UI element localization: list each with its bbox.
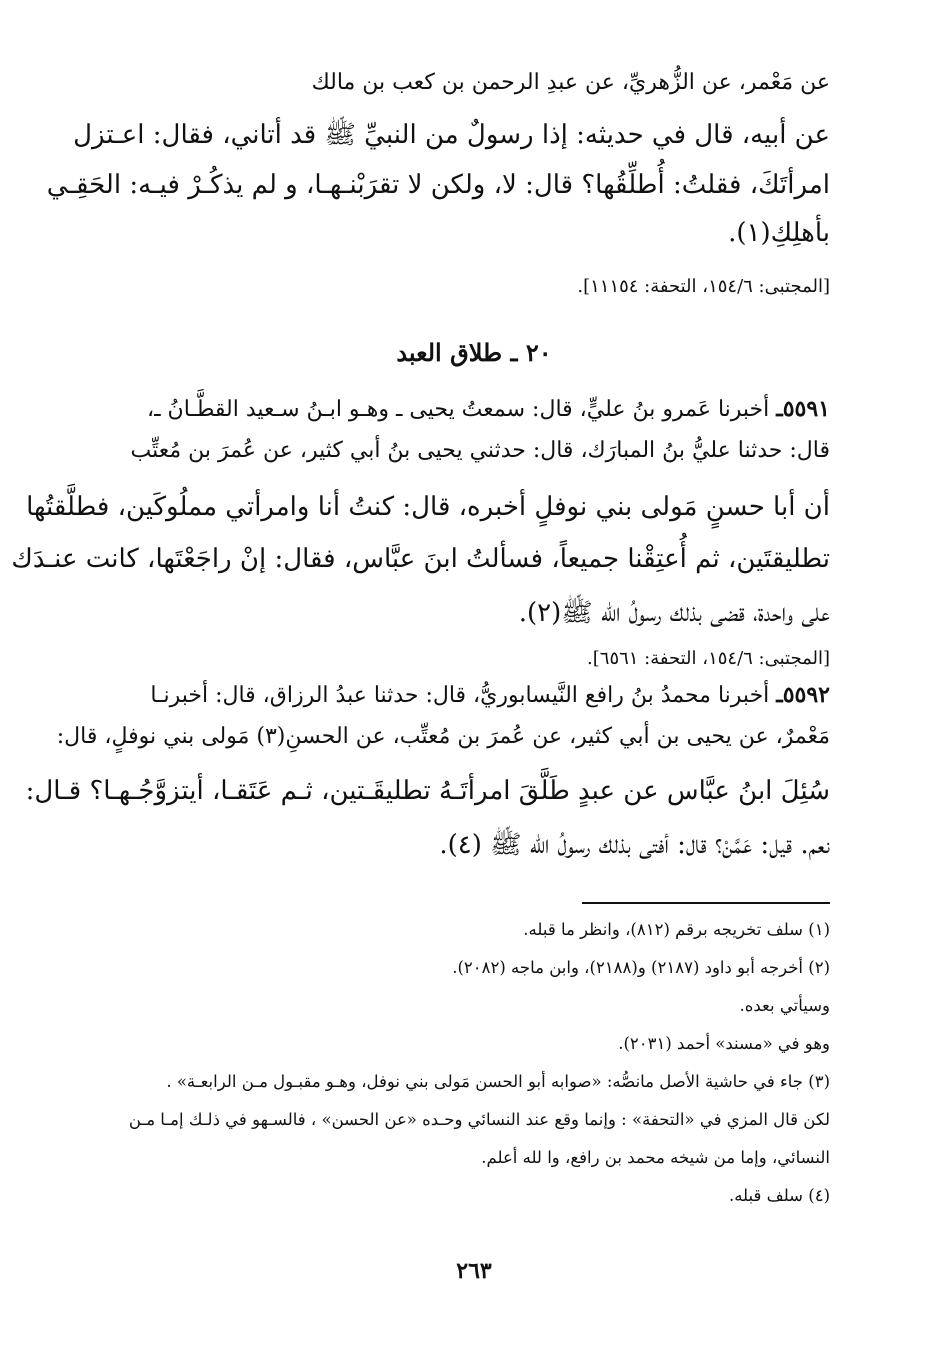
isnad-line: مَعْمرٌ، عن يحيى بن أبي كثير، عن عُمرَ بن مُعتِّب، عن الحسنِ(٣) مَولى بني نوفلٍ، قال: — [56, 724, 830, 749]
footnote-line: وهو في «مسند» أحمد (٢٠٣١). — [618, 1034, 830, 1053]
hadith-header-5591 — [118, 396, 830, 422]
footnote-line: (١) سلف تخريجه برقم (٨١٢)، وانظر ما قبله. — [523, 920, 830, 939]
matn-line: أن أبا حسنٍ مَولى بني نوفلٍ أخبره، قال: كنتُ أنا وامرأتي مملُوكَين، فطلَّقتُها — [26, 492, 830, 522]
hadith-header-5592 — [118, 682, 830, 708]
footnote-separator — [582, 902, 830, 904]
hadith-number: ٥٥٩٢ـ — [776, 682, 830, 708]
hadith-number: ٥٥٩١ـ — [776, 396, 830, 422]
matn-line: عن أبيه، قال في حديثه: إذا رسولٌ من النبيِّ ﷺ قد أتاني، فقال: اعـتزل — [73, 120, 830, 150]
footnote-line: لكن قال المزي في «التحفة» : وإنما وقع عند النسائي وحـده «عن الحسن» ، فالسـهو في ذلـك إمـا مـن — [128, 1110, 830, 1129]
matn-line: على واحدة، قضى بذلك رسولُ الله ﷺ(٢). — [518, 598, 830, 628]
isnad-line: عن مَعْمر، عن الزُّهريِّ، عن عبدِ الرحمن بن كعب بن مالك — [311, 70, 830, 95]
footnote-line: (٢) أخرجه أبو داود (٢١٨٧) و(٢١٨٨)، وابن ماجه (٢٠٨٢). — [452, 958, 830, 977]
isnad-line: أخبرنا محمدُ بنُ رافع النَّيسابوريُّ، قال: حدثنا عبدُ الرزاق، قال: أخبرنـا — [150, 683, 770, 708]
footnote-line: (٤) سلف قبله. — [728, 1186, 830, 1205]
footnote-line: النسائي، وإما من شيخه محمد بن رافع، وا لله أعلم. — [481, 1148, 830, 1167]
matn-line: تطليقتَين، ثم أُعتِقْنا جميعاً، فسألتُ ابنَ عبَّاس، فقال: إنْ راجَعْتَها، كانت عنـدَك — [11, 544, 830, 574]
chapter-title: ٢٠ ـ طلاق العبد — [396, 338, 552, 367]
reference-line: [المجتبى: ١٥٤/٦، التحفة: ٦٥٦١]. — [587, 648, 830, 669]
matn-line: نعم. قيل: عَمَّنْ؟ قال: أفتى بذلك رسولُ الله ﷺ (٤). — [439, 830, 830, 860]
reference-line: [المجتبى: ١٥٤/٦، التحفة: ١١١٥٤]. — [577, 276, 830, 297]
matn-line: امرأتَكَ، فقلتُ: أُطلِّقُها؟ قال: لا، ولكن لا تقرَبْنـهـا، و لم يذكُـرْ فيـه: الحَقِـي — [46, 170, 830, 200]
isnad-line: قال: حدثنا عليُّ بنُ المبارَك، قال: حدثني يحيى بنُ أبي كثير، عن عُمرَ بن مُعتِّب — [130, 438, 830, 463]
matn-line: بأهلِكِ(١). — [728, 218, 830, 248]
footnote-line: (٣) جاء في حاشية الأصل مانصُّه: «صوابه أبو الحسن مَولى بني نوفل، وهـو مقبـول مـن الرابعـة» . — [166, 1072, 830, 1091]
page-number: ٢٦٣ — [456, 1258, 492, 1284]
matn-line: سُئِلَ ابنُ عبَّاس عن عبدٍ طَلَّقَ امرأتَـهُ تطليقَـتين، ثـم عَتَقـا، أيتزوَّجُـهـا؟ قـال: — [25, 776, 830, 806]
footnote-line: وسيأتي بعده. — [739, 996, 830, 1015]
isnad-line: أخبرنا عَمرو بنُ عليٍّ، قال: سمعتُ يحيى ـ وهـو ابـنُ سـعيد القطَّـانُ ـ، — [147, 397, 770, 422]
